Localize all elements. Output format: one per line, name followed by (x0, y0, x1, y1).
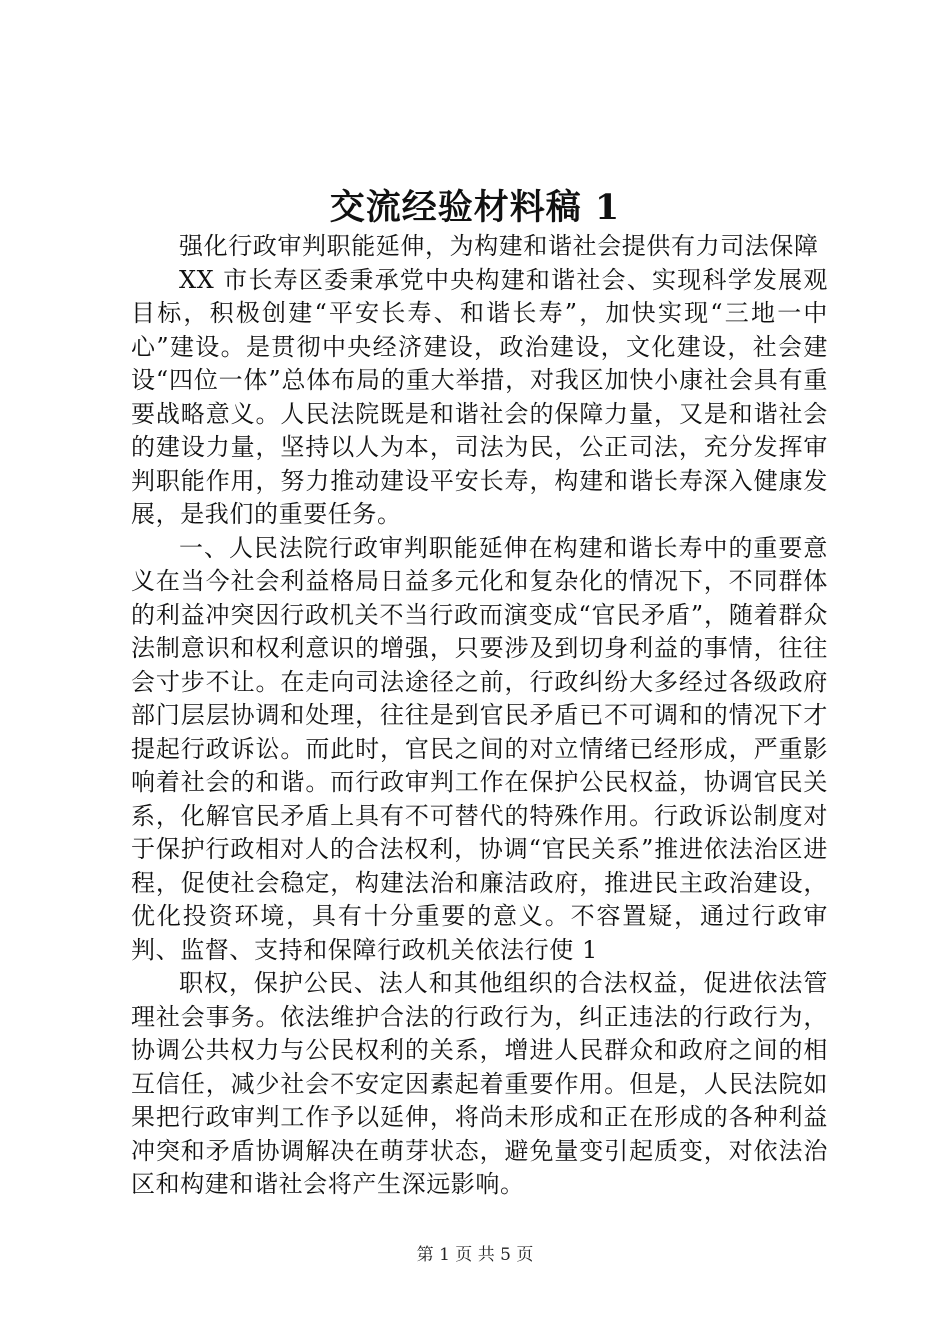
continuation-paragraph: 职权，保护公民、法人和其他组织的合法权益，促进依法管理社会事务。依法维护合法的行政行为，纠正违法的行政行为，协调公共权力与公民权利的关系，增进人民群众和政府之间的相互信任，减少社会不安定因素起着重要作用。但是，人民法院如果把行政审判工作予以延伸，将尚未形成和正在形成的各种利益冲突和矛盾协调解决在萌芽状态，避免量变引起质变，对依法治区和构建和谐社会将产生深远影响。 (131, 969, 828, 1198)
document-title: 交流经验材料稿 1 (329, 187, 621, 228)
subtitle-paragraph: 强化行政审判职能延伸，为构建和谐社会提供有力司法保障 (179, 232, 819, 260)
document-body (131, 230, 828, 1202)
section-one-paragraph: 一、人民法院行政审判职能延伸在构建和谐长寿中的重要意义在当今社会利益格局日益多元化和复杂化的情况下，不同群体的利益冲突因行政机关不当行政而演变成“官民矛盾”，随着群众法制意识和权利意识的增强，只要涉及到切身利益的事情，往往会寸步不让。在走向司法途径之前，行政纠纷大多经过各级政府部门层层协调和处理，往往是到官民矛盾已不可调和的情况下才提起行政诉讼。而此时，官民之间的对立情绪已经形成，严重影响着社会的和谐。而行政审判工作在保护公民权益，协调官民关系，化解官民矛盾上具有不可替代的特殊作用。行政诉讼制度对于保护行政相对人的合法权利，协调“官民关系”推进依法治区进程，促使社会稳定，构建法治和廉洁政府，推进民主政治建设，优化投资环境，具有十分重要的意义。不容置疑，通过行政审判、监督、支持和保障行政机关依法行使 1 (131, 533, 828, 964)
page-number-footer: 第 1 页 共 5 页 (416, 1245, 534, 1265)
intro-paragraph: XX 市长寿区委秉承党中央构建和谐社会、实现科学发展观目标，积极创建“平安长寿、和谐长寿”，加快实现“三地一中心”建设。是贯彻中央经济建设，政治建设，文化建设，社会建设“四位一体”总体布局的重大举措，对我区加快小康社会具有重要战略意义。人民法院既是和谐社会的保障力量，又是和谐社会的建设力量，坚持以人为本，司法为民，公正司法，充分发挥审判职能作用，努力推动建设平安长寿，构建和谐长寿深入健康发展，是我们的重要任务。 (131, 265, 828, 528)
